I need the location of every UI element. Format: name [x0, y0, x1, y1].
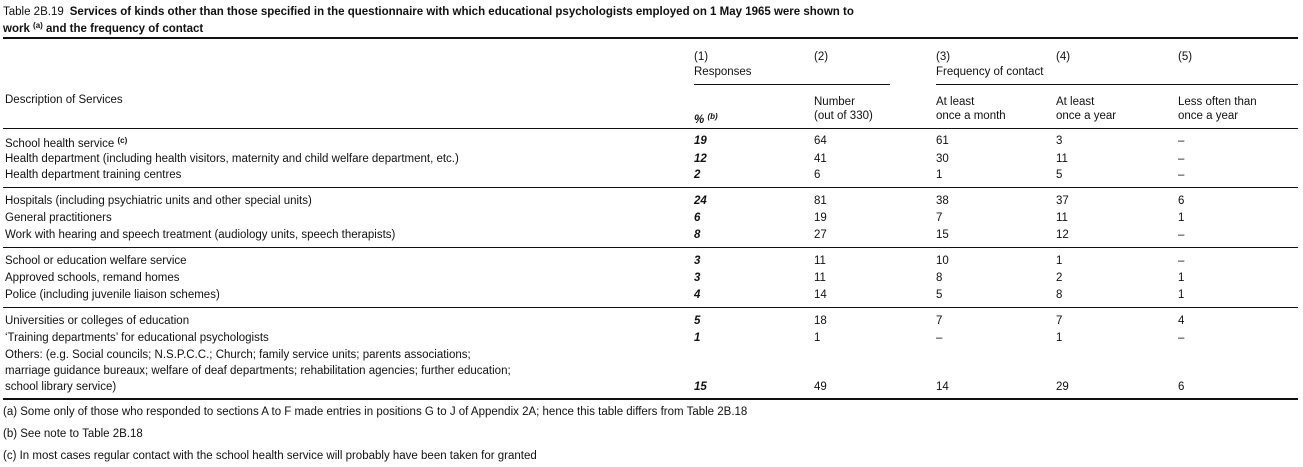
table-number: Table 2B.19: [3, 6, 64, 18]
row-less-5: –: [1178, 229, 1185, 241]
row-month-6: 10: [936, 255, 949, 267]
row-pct-5: 8: [694, 229, 701, 241]
row-year-2: 5: [1056, 169, 1063, 181]
row-num-1: 41: [814, 153, 827, 165]
row-desc-9: Universities or colleges of education: [5, 315, 190, 327]
row-desc-2: Health department training centres: [5, 169, 182, 181]
row-month-7: 8: [936, 272, 943, 284]
col3-label-1: At least: [936, 96, 975, 108]
footnote-a: (a) Some only of those who responded to sections A to F made entries in positions G to J of Appendix 2A; hence this table differs from Table 2B.18: [3, 406, 748, 418]
row-desc-5: Work with hearing and speech treatment (audiology units, speech therapists): [5, 229, 396, 241]
bottom-rule: [3, 398, 1298, 400]
row-pct-6: 3: [694, 255, 701, 267]
group-rule-3: [3, 307, 1298, 308]
row-num-0: 64: [814, 135, 827, 147]
col5-number: (5): [1178, 51, 1193, 63]
row-num-10: 1: [814, 332, 821, 344]
row-month-5: 15: [936, 229, 949, 241]
percent-header: [694, 110, 718, 127]
row-desc-8: Police (including juvenile liaison schemes): [5, 289, 220, 301]
group-rule-2: [3, 247, 1298, 248]
row-less-3: 6: [1178, 195, 1185, 207]
row-num-6: 11: [814, 255, 826, 267]
row-less-11: 6: [1178, 381, 1185, 393]
row-less-9: 4: [1178, 315, 1185, 327]
row-desc-3: Hospitals (including psychiatric units and other special units): [5, 195, 312, 207]
row-num-7: 11: [814, 272, 826, 284]
row-desc-0-footnote-ref: (c): [117, 136, 128, 145]
row-year-9: 7: [1056, 315, 1063, 327]
row-less-6: –: [1178, 255, 1185, 267]
row-desc-11-line-3: school library service): [5, 381, 117, 393]
responses-group-label: Responses: [694, 66, 752, 78]
row-less-0: –: [1178, 135, 1185, 147]
row-year-10: 1: [1056, 332, 1063, 344]
row-desc-0: [5, 134, 127, 151]
row-num-3: 81: [814, 195, 827, 207]
row-num-11: 49: [814, 381, 827, 393]
row-month-3: 38: [936, 195, 949, 207]
percent-footnote-ref: (b): [707, 112, 718, 121]
row-year-3: 37: [1056, 195, 1069, 207]
row-desc-7: Approved schools, remand homes: [5, 272, 180, 284]
row-num-9: 18: [814, 315, 827, 327]
col5-label-2: once a year: [1178, 110, 1239, 122]
footnote-b: (b) See note to Table 2B.18: [3, 428, 143, 440]
col4-label-1: At least: [1056, 96, 1095, 108]
row-month-4: 7: [936, 212, 943, 224]
row-month-9: 7: [936, 315, 943, 327]
row-pct-9: 5: [694, 315, 701, 327]
row-num-5: 27: [814, 229, 827, 241]
row-month-11: 14: [936, 381, 949, 393]
frequency-group-label: Frequency of contact: [936, 66, 1044, 78]
row-pct-10: 1: [694, 332, 701, 344]
row-num-2: 6: [814, 169, 821, 181]
col2-label-2: (out of 330): [814, 110, 873, 122]
col2-number: (2): [814, 51, 829, 63]
group-rule-1: [3, 187, 1298, 188]
row-desc-10: ‘Training departments’ for educational psychologists: [5, 332, 269, 344]
row-desc-1: Health department (including health visitors, maternity and child welfare department, etc.): [5, 153, 459, 165]
col4-label-2: once a year: [1056, 110, 1117, 122]
row-month-8: 5: [936, 289, 943, 301]
table-title-line2-rest: and the frequency of contact: [46, 23, 204, 35]
row-pct-11: 15: [694, 381, 707, 393]
row-year-5: 12: [1056, 229, 1069, 241]
row-year-8: 8: [1056, 289, 1063, 301]
row-less-10: –: [1178, 332, 1185, 344]
row-pct-1: 12: [694, 153, 707, 165]
col5-label-1: Less often than: [1178, 96, 1257, 108]
table-title-text: Services of kinds other than those specified in the questionnaire with which educational psychologists employed on 1 May 1965 were shown to: [69, 6, 854, 18]
frequency-group-rule: [936, 84, 1298, 85]
row-less-8: 1: [1178, 289, 1185, 301]
row-month-0: 61: [936, 135, 949, 147]
row-year-6: 1: [1056, 255, 1063, 267]
row-desc-11-line-1: Others: (e.g. Social councils; N.S.P.C.C.; Church; family service units; parents associations;: [5, 349, 471, 361]
row-month-10: –: [936, 332, 943, 344]
row-pct-4: 6: [694, 212, 701, 224]
row-desc-4: General practitioners: [5, 212, 112, 224]
footnote-c: (c) In most cases regular contact with the school health service will probably have been taken for granted: [3, 450, 537, 462]
row-pct-3: 24: [694, 195, 707, 207]
row-pct-0: 19: [694, 135, 707, 147]
percent-symbol: %: [694, 114, 705, 126]
row-year-7: 2: [1056, 272, 1063, 284]
row-less-7: 1: [1178, 272, 1185, 284]
row-pct-7: 3: [694, 272, 701, 284]
row-month-1: 30: [936, 153, 949, 165]
row-pct-2: 2: [694, 169, 701, 181]
col3-number: (3): [936, 51, 951, 63]
row-year-11: 29: [1056, 381, 1069, 393]
col2-label-1: Number: [814, 96, 855, 108]
row-desc-11-line-2: marriage guidance bureaux; welfare of deaf departments; rehabilitation agencies; further education;: [5, 365, 511, 377]
row-desc-0-text: School health service: [5, 138, 115, 150]
col1-number: (1): [694, 51, 709, 63]
col3-label-2: once a month: [936, 110, 1006, 122]
description-header: Description of Services: [5, 94, 123, 106]
row-less-4: 1: [1178, 212, 1185, 224]
table-title: [3, 5, 1298, 36]
row-year-0: 3: [1056, 135, 1063, 147]
row-year-1: 11: [1056, 153, 1068, 165]
row-year-4: 11: [1056, 212, 1068, 224]
row-less-2: –: [1178, 169, 1185, 181]
header-rule: [3, 128, 1298, 129]
table-title-line2: work: [3, 23, 30, 35]
responses-group-rule: [694, 84, 890, 85]
col4-number: (4): [1056, 51, 1071, 63]
top-rule: [3, 37, 1298, 39]
title-footnote-ref: (a): [33, 21, 43, 30]
row-month-2: 1: [936, 169, 943, 181]
row-pct-8: 4: [694, 289, 701, 301]
row-num-4: 19: [814, 212, 827, 224]
row-desc-6: School or education welfare service: [5, 255, 187, 267]
row-less-1: –: [1178, 153, 1185, 165]
row-num-8: 14: [814, 289, 827, 301]
